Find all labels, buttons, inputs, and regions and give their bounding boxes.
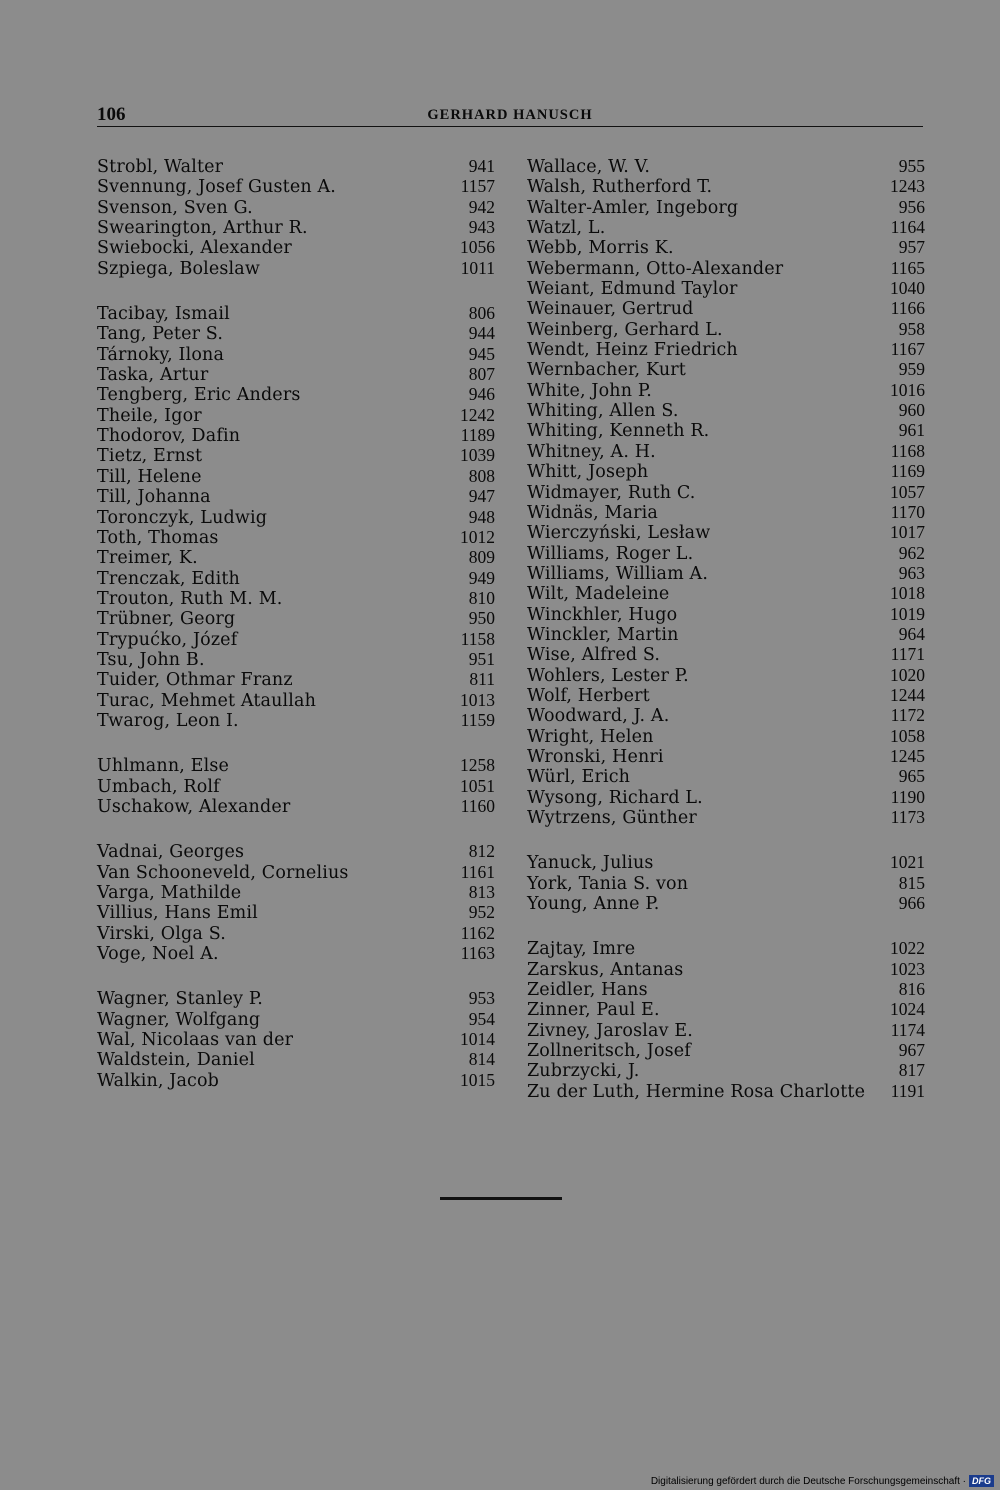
entry-name: Wolf, Herbert bbox=[527, 685, 650, 706]
entry-name: Waldstein, Daniel bbox=[97, 1050, 255, 1071]
index-entry bbox=[527, 400, 925, 420]
entry-number: 1190 bbox=[890, 786, 925, 807]
index-entry bbox=[97, 943, 495, 963]
index-entry bbox=[97, 1070, 495, 1090]
index-entry bbox=[97, 486, 495, 506]
entry-number: 967 bbox=[898, 1040, 925, 1061]
entry-name: Würl, Erich bbox=[527, 767, 631, 788]
index-entry bbox=[97, 344, 495, 364]
entry-name: Trypućko, Józef bbox=[97, 629, 238, 650]
index-entry bbox=[527, 766, 925, 786]
entry-name: Trenczak, Edith bbox=[97, 568, 240, 589]
entry-number: 812 bbox=[468, 841, 495, 862]
entry-number: 815 bbox=[898, 872, 925, 893]
entry-name: Varga, Mathilde bbox=[97, 883, 242, 903]
entry-number: 945 bbox=[468, 343, 495, 364]
entry-number: 960 bbox=[898, 400, 925, 421]
entry-name: Voge, Noel A. bbox=[97, 944, 219, 965]
index-column-right bbox=[527, 156, 925, 1101]
entry-number: 809 bbox=[468, 547, 495, 568]
entry-number: 1039 bbox=[460, 445, 495, 466]
entry-number: 946 bbox=[468, 384, 495, 405]
entry-number: 1243 bbox=[890, 176, 925, 197]
entry-name: Zollneritsch, Josef bbox=[527, 1041, 691, 1062]
entry-name: Webermann, Otto-Alexander bbox=[527, 258, 784, 279]
entry-name: Wise, Alfred S. bbox=[527, 645, 661, 666]
index-entry bbox=[97, 364, 495, 384]
entry-name: Winckhler, Hugo bbox=[527, 604, 678, 625]
index-entry bbox=[97, 710, 495, 730]
entry-number: 955 bbox=[898, 156, 925, 176]
index-entry bbox=[527, 665, 925, 685]
index-entry bbox=[97, 217, 495, 237]
entry-number: 808 bbox=[468, 465, 495, 486]
entry-number: 950 bbox=[468, 608, 495, 629]
entry-name: Tietz, Ernst bbox=[97, 446, 203, 467]
entry-number: 1018 bbox=[890, 583, 925, 604]
group-gap bbox=[527, 827, 925, 852]
index-entry bbox=[527, 1040, 925, 1060]
entry-number: 1057 bbox=[890, 481, 925, 502]
index-entry bbox=[527, 979, 925, 999]
entry-number: 947 bbox=[468, 486, 495, 507]
entry-name: Villius, Hans Emil bbox=[97, 903, 258, 924]
entry-name: Wilt, Madeleine bbox=[527, 584, 670, 605]
entry-name: Wright, Helen bbox=[527, 726, 654, 747]
entry-name: Williams, Roger L. bbox=[527, 543, 694, 564]
entry-number: 1174 bbox=[890, 1019, 925, 1040]
footer-credit: Digitalisierung gefördert durch die Deutsche Forschungsgemeinschaft · bbox=[650, 1475, 966, 1487]
index-entry bbox=[97, 902, 495, 922]
entry-name: Turac, Mehmet Ataullah bbox=[97, 690, 317, 711]
entry-number: 1040 bbox=[890, 278, 925, 299]
index-entry bbox=[527, 502, 925, 522]
entry-number: 1189 bbox=[460, 425, 495, 446]
entry-number: 1160 bbox=[460, 795, 495, 816]
entry-number: 956 bbox=[898, 196, 925, 217]
entry-number: 953 bbox=[468, 988, 495, 1009]
header-rule bbox=[97, 126, 923, 127]
entry-name: Wohlers, Lester P. bbox=[527, 665, 689, 686]
entry-name: Whitney, A. H. bbox=[527, 441, 656, 462]
index-entry bbox=[527, 258, 925, 278]
entry-number: 1170 bbox=[890, 501, 925, 522]
index-entry bbox=[527, 873, 925, 893]
group-gap bbox=[97, 816, 495, 841]
entry-number: 1021 bbox=[890, 852, 925, 873]
entry-number: 813 bbox=[468, 882, 495, 902]
entry-name: Webb, Morris K. bbox=[527, 238, 674, 259]
entry-number: 1159 bbox=[460, 709, 495, 730]
entry-name: Theile, Igor bbox=[97, 405, 202, 426]
group-gap bbox=[97, 730, 495, 755]
index-entry bbox=[527, 852, 925, 872]
entry-name: Trouton, Ruth M. M. bbox=[97, 588, 283, 609]
index-entry bbox=[527, 938, 925, 958]
entry-name: White, John P. bbox=[527, 380, 652, 401]
index-entry bbox=[97, 507, 495, 527]
entry-number: 962 bbox=[898, 542, 925, 563]
entry-name: Williams, William A. bbox=[527, 563, 709, 584]
index-entry bbox=[527, 1081, 925, 1101]
entry-name: Young, Anne P. bbox=[527, 894, 660, 915]
index-entry bbox=[527, 522, 925, 542]
entry-number: 1166 bbox=[890, 298, 925, 319]
index-entry bbox=[527, 298, 925, 318]
entry-name: Wernbacher, Kurt bbox=[527, 360, 686, 381]
index-entry bbox=[97, 841, 495, 861]
index-entry bbox=[527, 543, 925, 563]
entry-number: 1245 bbox=[890, 745, 925, 766]
entry-number: 1022 bbox=[890, 938, 925, 959]
entry-name: Wierczyński, Lesław bbox=[527, 523, 711, 544]
index-entry bbox=[97, 588, 495, 608]
entry-number: 1157 bbox=[460, 176, 495, 197]
entry-name: Swearington, Arthur R. bbox=[97, 218, 308, 239]
group-gap bbox=[527, 913, 925, 938]
entry-name: Zivney, Jaroslav E. bbox=[527, 1020, 693, 1041]
index-entry bbox=[527, 999, 925, 1019]
entry-number: 958 bbox=[898, 318, 925, 339]
entry-number: 1056 bbox=[460, 237, 495, 258]
index-entry bbox=[527, 237, 925, 257]
index-entry bbox=[97, 466, 495, 486]
index-entry bbox=[97, 176, 495, 196]
index-entry bbox=[527, 482, 925, 502]
entry-number: 1162 bbox=[460, 922, 495, 943]
index-entry bbox=[527, 746, 925, 766]
entry-name: Walter-Amler, Ingeborg bbox=[527, 197, 739, 218]
index-entry bbox=[97, 445, 495, 465]
page-header bbox=[97, 104, 923, 126]
entry-name: Whiting, Allen S. bbox=[527, 401, 679, 422]
index-entry bbox=[97, 303, 495, 323]
running-title: GERHARD HANUSCH bbox=[427, 107, 593, 123]
entry-number: 1244 bbox=[890, 684, 925, 705]
entry-name: Thodorov, Dafin bbox=[97, 426, 241, 447]
index-entry bbox=[527, 339, 925, 359]
entry-name: Tang, Peter S. bbox=[97, 324, 224, 345]
entry-number: 941 bbox=[468, 156, 495, 176]
entry-name: Wal, Nicolaas van der bbox=[97, 1030, 294, 1051]
entry-name: Wagner, Wolfgang bbox=[97, 1009, 261, 1030]
index-entry bbox=[527, 563, 925, 583]
index-entry bbox=[527, 380, 925, 400]
entry-number: 1016 bbox=[890, 379, 925, 400]
entry-name: Widmayer, Ruth C. bbox=[527, 482, 696, 503]
entry-name: Wysong, Richard L. bbox=[527, 787, 703, 808]
index-entry bbox=[97, 923, 495, 943]
entry-name: Toth, Thomas bbox=[97, 527, 219, 548]
entry-name: Weinberg, Gerhard L. bbox=[527, 319, 723, 340]
index-entry bbox=[97, 862, 495, 882]
entry-name: Walsh, Rutherford T. bbox=[527, 177, 713, 198]
index-entry bbox=[527, 959, 925, 979]
index-entry bbox=[97, 1029, 495, 1049]
index-entry bbox=[527, 278, 925, 298]
index-entry bbox=[527, 1060, 925, 1080]
entry-number: 963 bbox=[898, 562, 925, 583]
page-number: 106 bbox=[97, 104, 126, 125]
entry-number: 1019 bbox=[890, 603, 925, 624]
entry-number: 1161 bbox=[460, 861, 495, 882]
entry-number: 949 bbox=[468, 567, 495, 588]
index-entry bbox=[97, 547, 495, 567]
entry-name: Zajtay, Imre bbox=[527, 939, 636, 960]
index-entry bbox=[527, 359, 925, 379]
entry-number: 965 bbox=[898, 766, 925, 787]
entry-number: 1169 bbox=[890, 461, 925, 482]
index-entry bbox=[527, 726, 925, 746]
index-entry bbox=[97, 690, 495, 710]
index-entry bbox=[527, 1020, 925, 1040]
index-entry bbox=[527, 319, 925, 339]
index-entry bbox=[527, 217, 925, 237]
entry-name: Zinner, Paul E. bbox=[527, 1000, 660, 1021]
entry-name: Watzl, L. bbox=[527, 218, 606, 239]
index-entry bbox=[527, 176, 925, 196]
entry-name: Tsu, John B. bbox=[97, 649, 205, 670]
entry-name: Vadnai, Georges bbox=[97, 842, 245, 863]
entry-number: 957 bbox=[898, 237, 925, 258]
index-entry bbox=[97, 405, 495, 425]
entry-number: 811 bbox=[469, 669, 495, 690]
entry-name: Umbach, Rolf bbox=[97, 776, 220, 797]
entry-number: 1165 bbox=[890, 257, 925, 278]
entry-name: Wallace, W. V. bbox=[527, 157, 651, 177]
entry-number: 1158 bbox=[460, 628, 495, 649]
index-entry bbox=[97, 776, 495, 796]
index-entry bbox=[97, 527, 495, 547]
group-gap bbox=[97, 278, 495, 303]
entry-number: 948 bbox=[468, 506, 495, 527]
entry-name: Twarog, Leon I. bbox=[97, 710, 239, 731]
entry-number: 1023 bbox=[890, 958, 925, 979]
entry-number: 1167 bbox=[890, 339, 925, 360]
entry-number: 1013 bbox=[460, 689, 495, 710]
entry-name: Zu der Luth, Hermine Rosa Charlotte bbox=[527, 1081, 866, 1102]
entry-name: Strobl, Walter bbox=[97, 157, 224, 177]
index-entry bbox=[527, 197, 925, 217]
index-entry bbox=[527, 893, 925, 913]
index-column-left bbox=[97, 156, 495, 1090]
entry-number: 943 bbox=[468, 217, 495, 238]
entry-name: Tárnoky, Ilona bbox=[97, 344, 225, 365]
entry-name: Treimer, K. bbox=[97, 548, 198, 569]
index-entry bbox=[527, 583, 925, 603]
entry-number: 1058 bbox=[890, 725, 925, 746]
entry-name: Trübner, Georg bbox=[97, 609, 236, 630]
index-entry bbox=[97, 1009, 495, 1029]
index-entry bbox=[97, 568, 495, 588]
entry-number: 1173 bbox=[890, 807, 925, 827]
index-entry bbox=[527, 705, 925, 725]
entry-name: Whiting, Kenneth R. bbox=[527, 421, 710, 442]
entry-name: Tengberg, Eric Anders bbox=[97, 385, 301, 406]
group-gap bbox=[97, 963, 495, 988]
entry-number: 1168 bbox=[890, 440, 925, 461]
index-entry bbox=[97, 197, 495, 217]
entry-name: Weinauer, Gertrud bbox=[527, 299, 694, 320]
index-entry bbox=[527, 807, 925, 827]
entry-name: Wagner, Stanley P. bbox=[97, 989, 263, 1010]
entry-number: 1051 bbox=[460, 775, 495, 796]
entry-name: Swiebocki, Alexander bbox=[97, 238, 292, 259]
entry-number: 1020 bbox=[890, 664, 925, 685]
entry-number: 942 bbox=[468, 196, 495, 217]
entry-number: 964 bbox=[898, 623, 925, 644]
entry-name: Van Schooneveld, Cornelius bbox=[97, 862, 349, 883]
entry-number: 1017 bbox=[890, 522, 925, 543]
index-entry bbox=[527, 685, 925, 705]
entry-name: Wendt, Heinz Friedrich bbox=[527, 340, 738, 361]
index-entry bbox=[527, 420, 925, 440]
entry-number: 1011 bbox=[460, 257, 495, 278]
entry-name: Yanuck, Julius bbox=[527, 853, 654, 874]
entry-name: Wytrzens, Günther bbox=[527, 808, 697, 828]
entry-name: Zeidler, Hans bbox=[527, 980, 648, 1001]
index-entry bbox=[527, 644, 925, 664]
entry-number: 944 bbox=[468, 323, 495, 344]
entry-number: 816 bbox=[898, 979, 925, 1000]
index-entry bbox=[97, 425, 495, 445]
entry-name: Svennung, Josef Gusten A. bbox=[97, 177, 336, 198]
entry-number: 806 bbox=[468, 303, 495, 324]
entry-name: Uhlmann, Else bbox=[97, 756, 229, 777]
index-entry bbox=[97, 323, 495, 343]
entry-number: 961 bbox=[898, 420, 925, 441]
entry-name: Winckler, Martin bbox=[527, 624, 679, 645]
entry-name: Svenson, Sven G. bbox=[97, 197, 253, 218]
entry-number: 954 bbox=[468, 1008, 495, 1029]
entry-name: Tuider, Othmar Franz bbox=[97, 670, 293, 691]
index-entry bbox=[527, 461, 925, 481]
footer bbox=[651, 1475, 994, 1487]
entry-number: 817 bbox=[898, 1060, 925, 1081]
entry-name: Weiant, Edmund Taylor bbox=[527, 279, 738, 300]
index-entry bbox=[97, 1049, 495, 1069]
entry-number: 1171 bbox=[890, 644, 925, 665]
entry-name: Virski, Olga S. bbox=[97, 923, 226, 944]
index-entry bbox=[97, 156, 495, 176]
entry-number: 810 bbox=[468, 587, 495, 608]
entry-number: 1242 bbox=[460, 404, 495, 425]
index-entry bbox=[527, 441, 925, 461]
entry-number: 814 bbox=[468, 1049, 495, 1070]
entry-name: Zubrzycki, J. bbox=[527, 1061, 640, 1082]
entry-name: Taska, Artur bbox=[97, 365, 209, 386]
entry-number: 1164 bbox=[890, 217, 925, 238]
entry-number: 1012 bbox=[460, 526, 495, 547]
entry-name: Zarskus, Antanas bbox=[527, 959, 684, 980]
entry-name: Widnäs, Maria bbox=[527, 502, 658, 523]
entry-number: 1014 bbox=[460, 1029, 495, 1050]
entry-name: Toronczyk, Ludwig bbox=[97, 507, 268, 528]
entry-number: 951 bbox=[468, 648, 495, 669]
entry-number: 1163 bbox=[460, 943, 495, 964]
index-entry bbox=[527, 624, 925, 644]
entry-number: 1015 bbox=[460, 1069, 495, 1090]
entry-number: 807 bbox=[468, 364, 495, 385]
entry-number: 966 bbox=[898, 893, 925, 914]
index-entry bbox=[527, 787, 925, 807]
entry-name: Woodward, J. A. bbox=[527, 706, 670, 727]
index-entry bbox=[97, 882, 495, 902]
entry-name: Wronski, Henri bbox=[527, 746, 664, 767]
index-entry bbox=[97, 755, 495, 775]
index-entry bbox=[97, 258, 495, 278]
index-entry bbox=[527, 604, 925, 624]
entry-name: York, Tania S. von bbox=[527, 873, 689, 894]
index-entry bbox=[97, 629, 495, 649]
index-entry bbox=[97, 988, 495, 1008]
entry-name: Uschakow, Alexander bbox=[97, 796, 291, 817]
index-entry bbox=[97, 649, 495, 669]
entry-name: Till, Johanna bbox=[97, 487, 211, 508]
index-entry bbox=[97, 384, 495, 404]
entry-name: Tacibay, Ismail bbox=[97, 304, 230, 325]
entry-number: 1024 bbox=[890, 999, 925, 1020]
index-entry bbox=[97, 237, 495, 257]
entry-number: 1191 bbox=[890, 1080, 925, 1101]
entry-name: Szpiega, Boleslaw bbox=[97, 258, 261, 279]
end-rule bbox=[440, 1197, 562, 1200]
entry-name: Till, Helene bbox=[97, 466, 202, 487]
index-entry bbox=[97, 796, 495, 816]
entry-number: 1258 bbox=[460, 755, 495, 776]
index-entry bbox=[97, 608, 495, 628]
index-entry bbox=[527, 156, 925, 176]
entry-number: 959 bbox=[898, 359, 925, 380]
entry-number: 952 bbox=[468, 902, 495, 923]
index-entry bbox=[97, 669, 495, 689]
entry-name: Whitt, Joseph bbox=[527, 462, 649, 483]
entry-number: 1172 bbox=[890, 705, 925, 726]
dfg-logo-icon: DFG bbox=[969, 1475, 994, 1487]
entry-name: Walkin, Jacob bbox=[97, 1070, 220, 1091]
